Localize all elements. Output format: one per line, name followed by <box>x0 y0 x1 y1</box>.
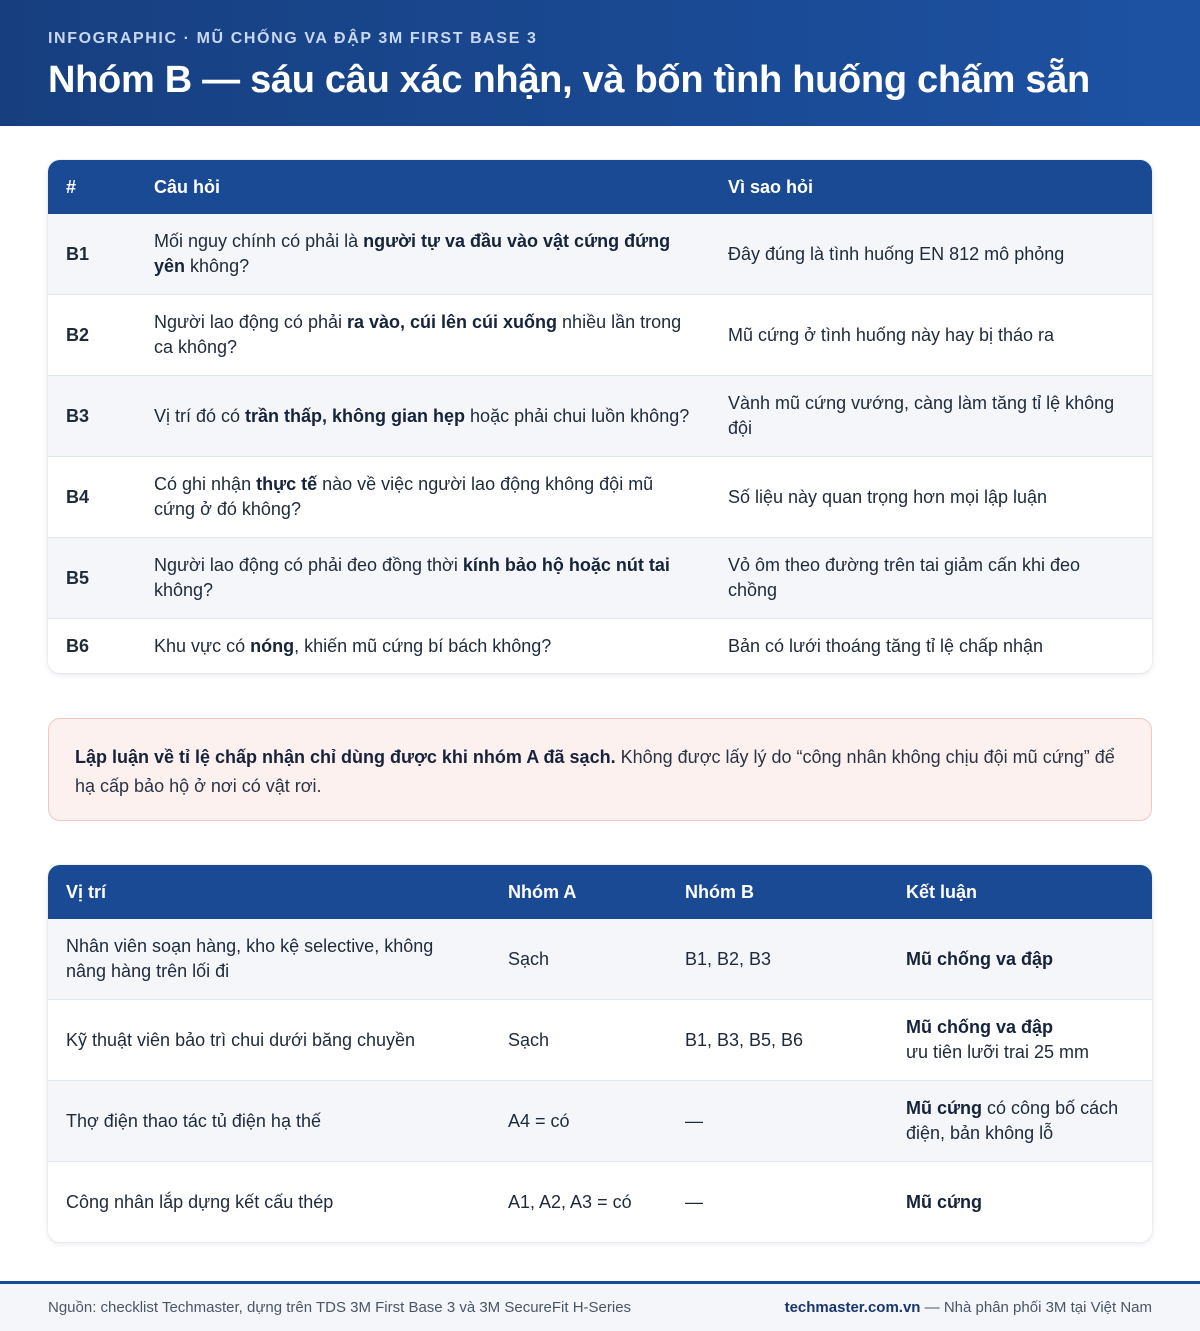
table-row <box>48 295 1152 376</box>
col-header-conclusion: Kết luận <box>906 881 978 902</box>
question-reason: Số liệu này quan trọng hơn mọi lập luận <box>728 486 1048 507</box>
question-reason: Bản có lưới thoáng tăng tỉ lệ chấp nhận <box>728 635 1044 656</box>
case-group-a: A4 = có <box>508 1110 570 1131</box>
warning-callout <box>48 718 1152 821</box>
question-id: B4 <box>66 486 90 507</box>
question-reason: Vành mũ cứng vướng, càng làm tăng tỉ lệ không đội <box>728 393 1115 438</box>
question-id: B3 <box>66 405 90 426</box>
case-group-a: Sạch <box>508 948 550 969</box>
case-conclusion: Mũ chống va đập <box>906 948 1054 969</box>
case-position: Thợ điện thao tác tủ điện hạ thế <box>66 1110 321 1131</box>
col-header-position: Vị trí <box>66 881 107 902</box>
case-conclusion: Mũ cứng <box>906 1191 983 1212</box>
question-id: B1 <box>66 243 90 264</box>
footer-credit: techmaster.com.vn — Nhà phân phối 3M tại Việt Nam <box>784 1299 1152 1316</box>
question-text: Người lao động có phải ra vào, cúi lên cúi xuống nhiều lần trong ca không? <box>154 312 682 357</box>
page-header <box>0 0 1200 126</box>
table-row <box>48 457 1152 538</box>
page-title: Nhóm B — sáu câu xác nhận, và bốn tình huống chấm sẵn <box>48 59 1090 101</box>
question-text: Mối nguy chính có phải là người tự va đầu vào vật cứng đứng yên không? <box>154 231 671 276</box>
table-row <box>48 1081 1152 1162</box>
question-text: Có ghi nhận thực tế nào về việc người lao động không đội mũ cứng ở đó không? <box>154 474 654 519</box>
case-group-a: Sạch <box>508 1029 550 1050</box>
footer-site-link[interactable]: techmaster.com.vn <box>784 1299 921 1316</box>
case-group-b: — <box>685 1110 703 1131</box>
col-header-reason: Vì sao hỏi <box>728 176 814 197</box>
question-reason: Mũ cứng ở tình huống này hay bị tháo ra <box>728 324 1055 345</box>
question-reason: Vỏ ôm theo đường trên tai giảm cấn khi đeo chồng <box>728 555 1081 600</box>
case-position: Công nhân lắp dựng kết cấu thép <box>66 1191 334 1212</box>
case-position: Nhân viên soạn hàng, kho kệ selective, không nâng hàng trên lối đi <box>66 936 434 981</box>
case-conclusion: Mũ chống va đập ưu tiên lưỡi trai 25 mm <box>906 1017 1089 1062</box>
col-header-group-b: Nhóm B <box>685 881 754 902</box>
table-row <box>48 214 1152 295</box>
question-reason: Đây đúng là tình huống EN 812 mô phỏng <box>728 243 1065 264</box>
col-header-question: Câu hỏi <box>154 176 220 197</box>
questions-table-header <box>48 160 1152 214</box>
table-row <box>48 1162 1152 1242</box>
question-text: Người lao động có phải đeo đồng thời kính bảo hộ hoặc nút tai không? <box>154 555 670 600</box>
col-header-number: # <box>66 176 77 197</box>
table-row <box>48 376 1152 457</box>
case-position: Kỹ thuật viên bảo trì chui dưới băng chuyền <box>66 1029 416 1050</box>
case-group-a: A1, A2, A3 = có <box>508 1191 632 1212</box>
footer-source: Nguồn: checklist Techmaster, dựng trên TDS 3M First Base 3 và 3M SecureFit H-Series <box>48 1299 632 1316</box>
cases-table-header <box>48 865 1152 919</box>
table-row <box>48 919 1152 1000</box>
question-id: B6 <box>66 635 90 656</box>
table-row <box>48 619 1152 673</box>
case-conclusion: Mũ cứng có công bố cách điện, bản không lỗ <box>906 1098 1119 1143</box>
page-footer <box>0 1281 1200 1331</box>
callout-text: Không được lấy lý do “công nhân không chịu đội mũ cứng” để hạ cấp bảo hộ ở nơi có vật rơi. <box>75 747 1115 796</box>
question-id: B5 <box>66 567 90 588</box>
callout-emphasis: Lập luận về tỉ lệ chấp nhận chỉ dùng được khi nhóm A đã sạch. <box>75 747 616 767</box>
case-group-b: B1, B3, B5, B6 <box>685 1029 804 1050</box>
question-text: Vị trí đó có trần thấp, không gian hẹp hoặc phải chui luồn không? <box>154 405 690 426</box>
case-group-b: — <box>685 1191 703 1212</box>
case-group-b: B1, B2, B3 <box>685 948 772 969</box>
question-text: Khu vực có nóng, khiến mũ cứng bí bách không? <box>154 635 552 656</box>
table-row <box>48 1000 1152 1081</box>
question-id: B2 <box>66 324 90 345</box>
header-kicker: INFOGRAPHIC · MŨ CHỐNG VA ĐẬP 3M FIRST BASE 3 <box>48 30 538 47</box>
cases-table <box>48 865 1152 1242</box>
table-row <box>48 538 1152 619</box>
questions-table <box>48 160 1152 673</box>
col-header-group-a: Nhóm A <box>508 881 577 902</box>
